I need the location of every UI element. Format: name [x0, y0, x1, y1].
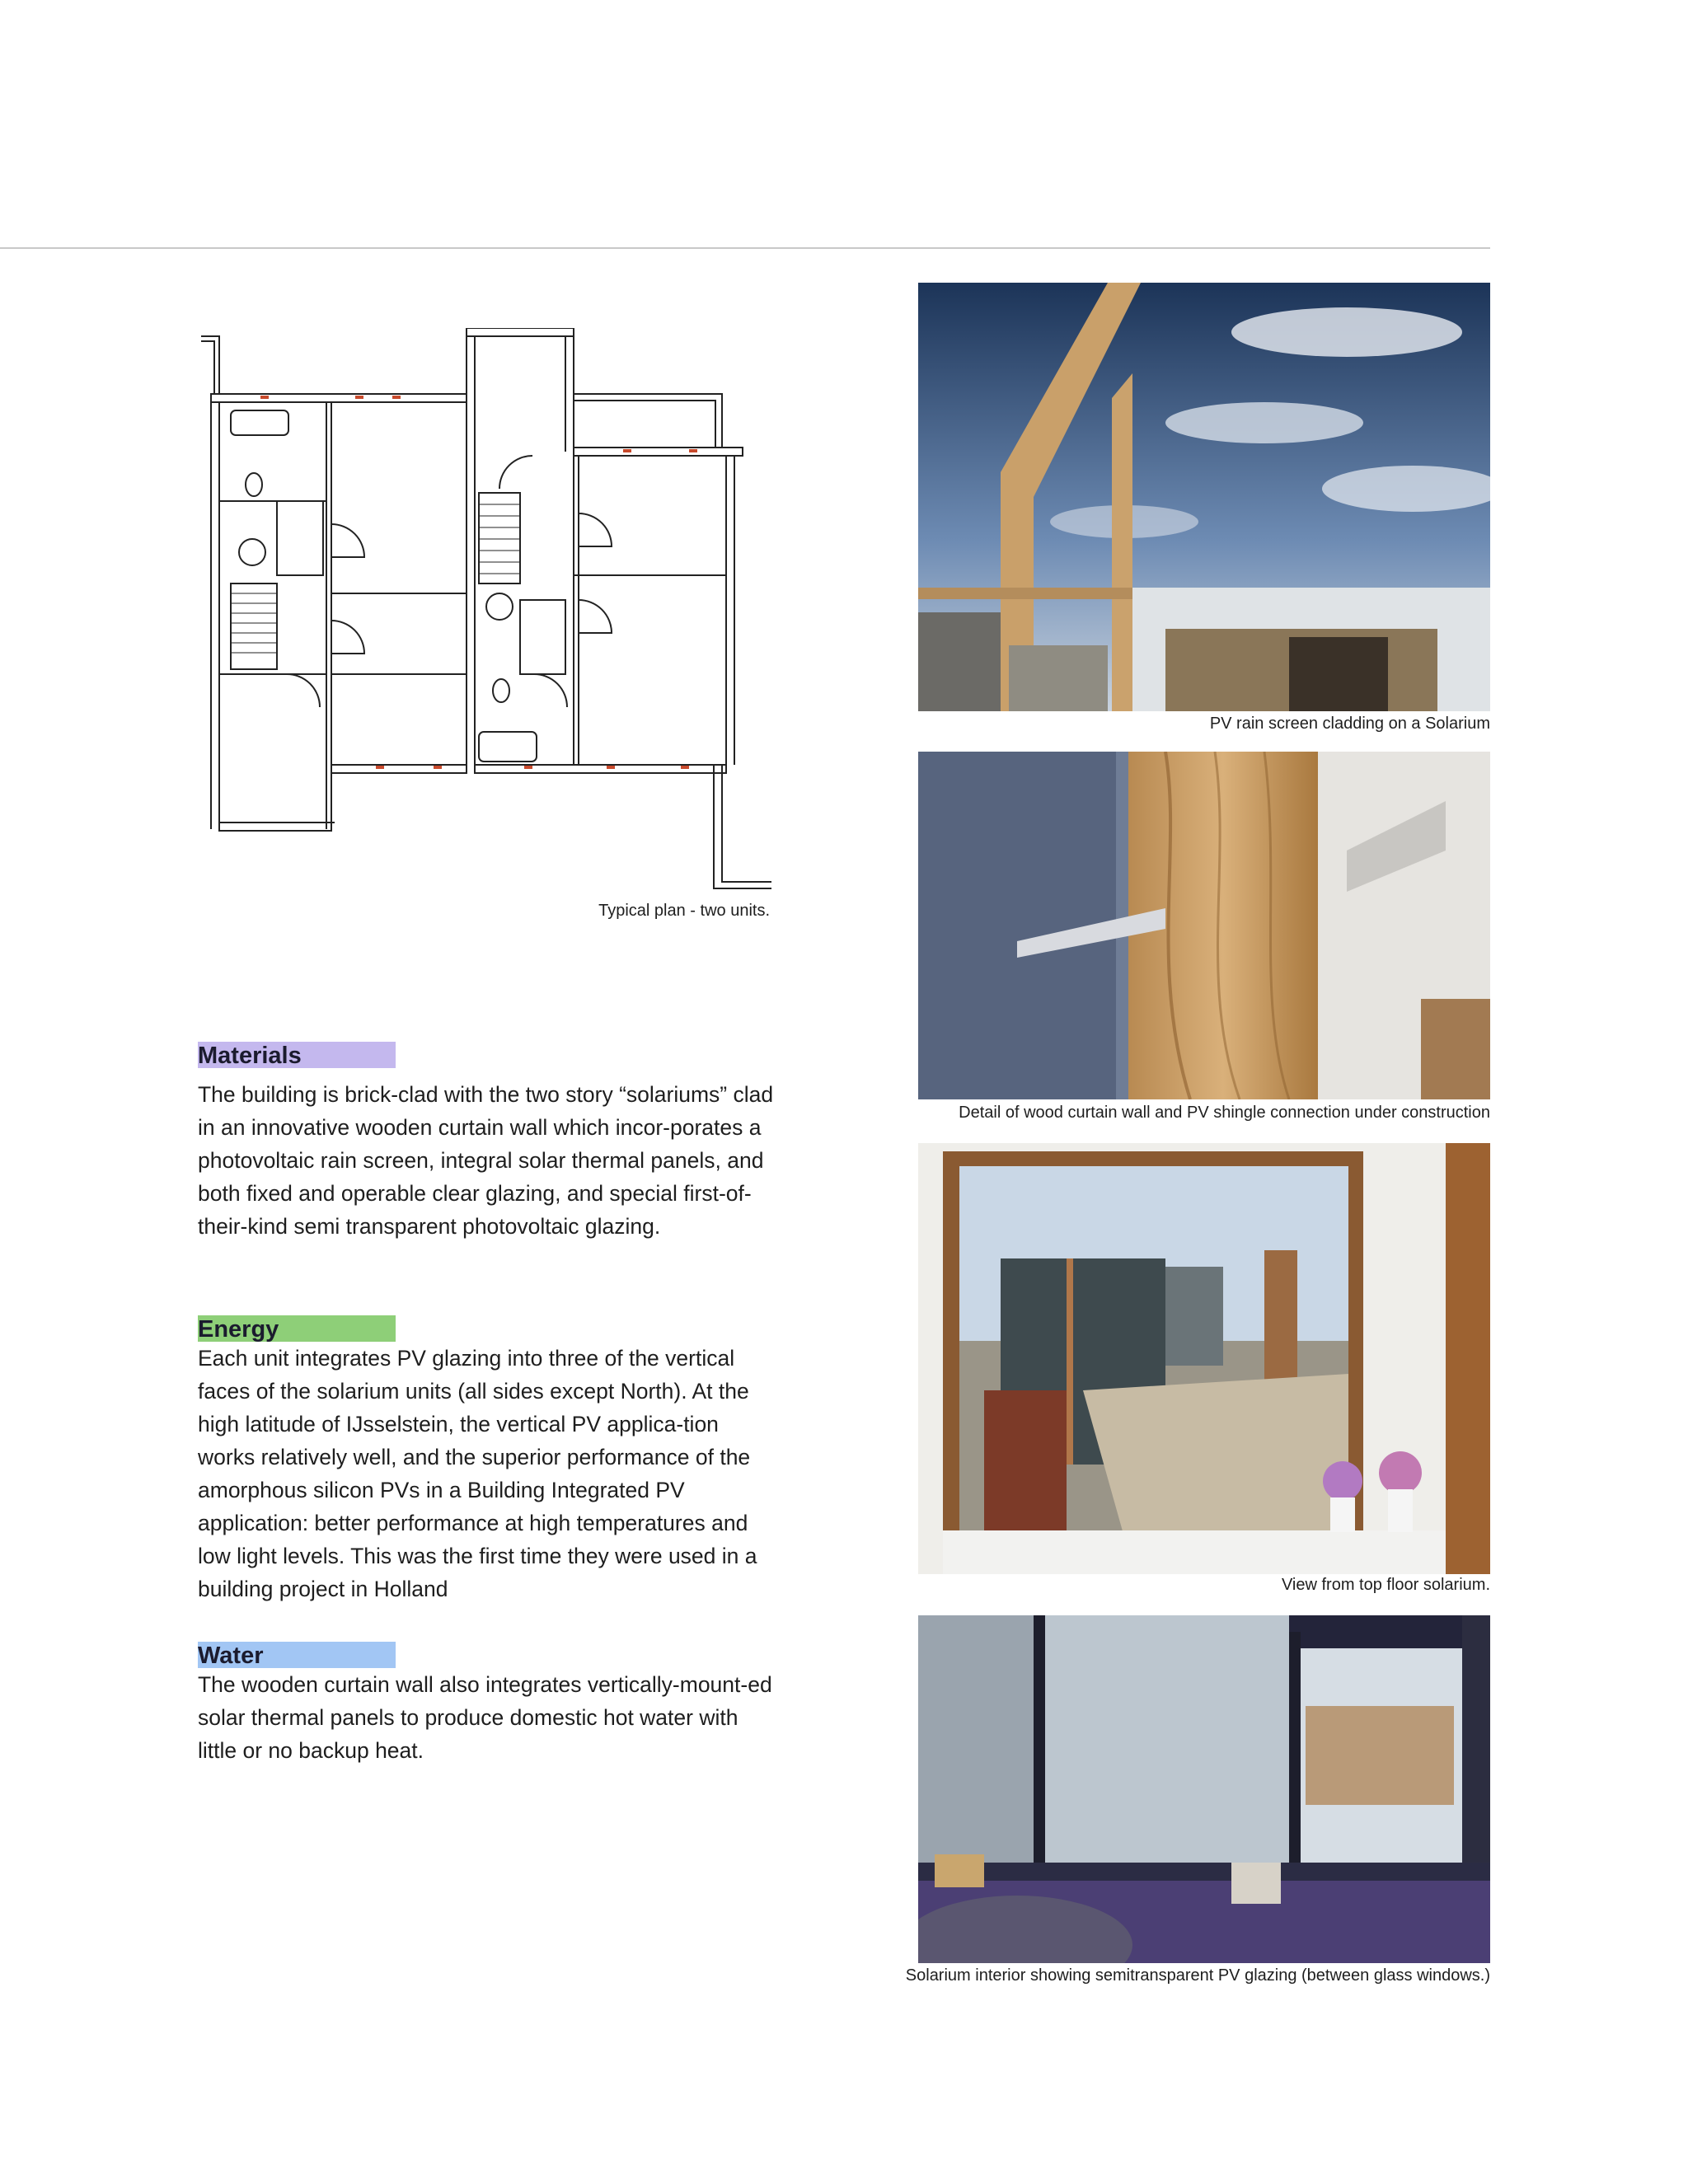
energy-heading	[198, 1315, 396, 1342]
photo-pv-rain-screen	[918, 283, 1490, 711]
energy-heading-text: Energy	[198, 1316, 279, 1343]
floor-plan-drawing	[195, 328, 771, 900]
photo-4-caption: Solarium interior showing semitransparent PV glazing (between glass windows.)	[905, 1966, 1490, 1985]
water-heading-text: Water	[198, 1643, 264, 1669]
energy-paragraph: Each unit integrates PV glazing into three of the vertical faces of the solarium units (all sides except North). At the high latitude of IJsselstein, the vertical PV applica-tion works relatively well, and the superior performance of the amorphous silicon PVs in a Building Integrated PV application: better performance at high temperatures and low light levels. This was the first time they were used in a building project in Holland	[198, 1346, 757, 1601]
water-paragraph: The wooden curtain wall also integrates vertically-mount-ed solar thermal panels to produce domestic hot water with little or no backup heat.	[198, 1672, 772, 1763]
photo-view-from-solarium	[918, 1143, 1490, 1574]
photo-solarium-interior	[918, 1615, 1490, 1963]
photo-curtain-wall-detail	[918, 752, 1490, 1099]
photo-3-caption: View from top floor solarium.	[1281, 1576, 1490, 1594]
materials-paragraph: The building is brick-clad with the two story “solariums” clad in an innovative wooden curtain wall which incor-porates a photovoltaic rain screen, integral solar thermal panels, and both fixed and operable clear glazing, and special first-of-their-kind semi transparent photovoltaic glazing.	[198, 1082, 774, 1239]
header-rule	[0, 247, 1490, 249]
photo-1-caption: PV rain screen cladding on a Solarium	[1209, 715, 1490, 733]
plan-caption: Typical plan - two units.	[598, 902, 770, 920]
materials-heading-text: Materials	[198, 1043, 302, 1069]
materials-heading	[198, 1042, 396, 1068]
water-heading	[198, 1642, 396, 1668]
photo-2-caption: Detail of wood curtain wall and PV shingle connection under construction	[959, 1104, 1490, 1122]
